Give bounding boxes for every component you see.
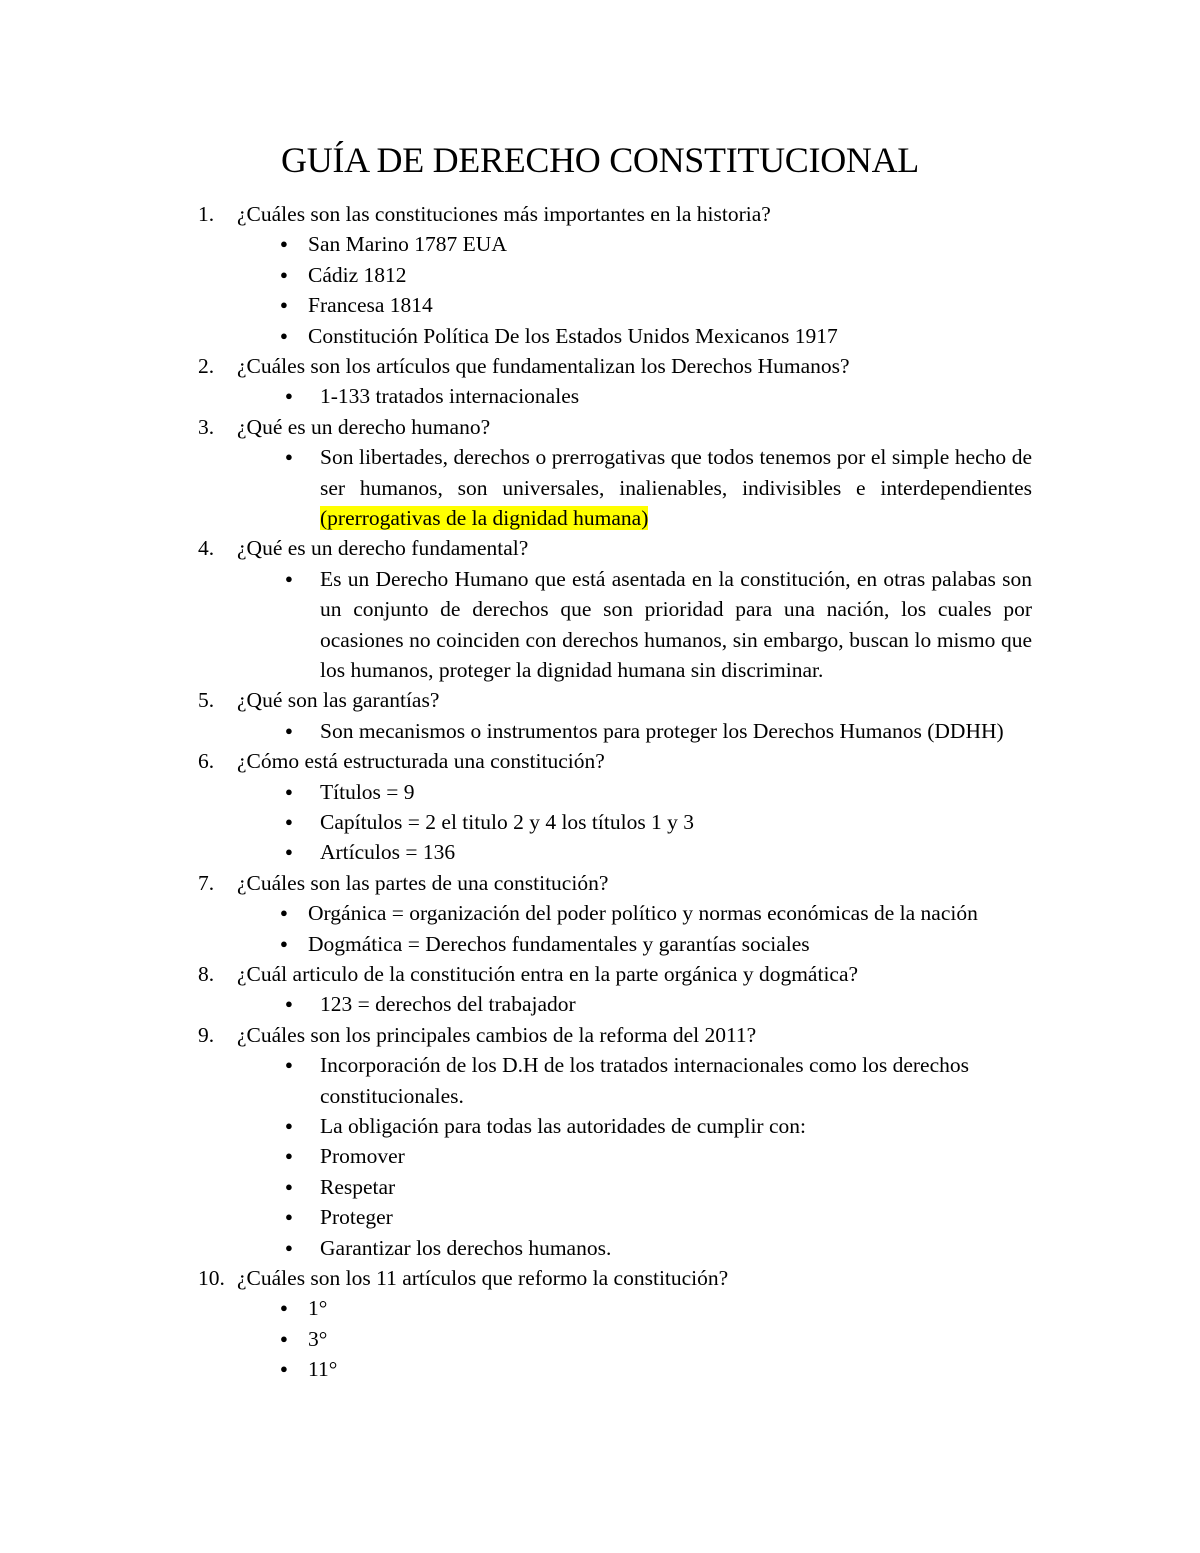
- answer-bullet: ● Artículos = 136: [0, 837, 1032, 867]
- question-item: [0, 746, 1200, 776]
- bullet-icon: ●: [280, 266, 288, 282]
- question-item: [0, 1263, 1200, 1293]
- question-text: ¿Cuáles son las partes de una constitución?: [237, 870, 609, 895]
- bullet-icon: ●: [285, 1239, 293, 1255]
- answer-bullet: ● 1°: [0, 1293, 1200, 1323]
- question-item: [0, 412, 1200, 442]
- question-number: 8.: [198, 962, 215, 987]
- bullet-icon: ●: [285, 388, 293, 404]
- bullet-icon: ●: [280, 297, 288, 313]
- bullet-icon: ●: [280, 905, 288, 921]
- bullet-icon: ●: [285, 1178, 293, 1194]
- answer-bullet: ● Es un Derecho Humano que está asentada en la constitución, en otras palabas son un conjunto de derechos que son prioridad para una nación, los cuales por ocasiones no coinciden con derechos humanos, sin embargo, buscan lo mismo que los humanos, proteger la dignidad humana sin discriminar.: [0, 564, 1032, 686]
- answer-bullet: ● Francesa 1814: [0, 290, 1200, 320]
- answer-bullet: ● San Marino 1787 EUA: [0, 229, 1200, 259]
- bullet-icon: ●: [285, 1209, 293, 1225]
- question-text: ¿Qué es un derecho humano?: [237, 414, 491, 439]
- question-item: [0, 199, 1200, 229]
- question-list: [0, 199, 1200, 1385]
- answer-bullet: ● 1-133 tratados internacionales: [0, 381, 1032, 411]
- answer-bullet: ● Constitución Política De los Estados Unidos Mexicanos 1917: [0, 321, 1200, 351]
- answer-bullet: ● La obligación para todas las autoridades de cumplir con:: [0, 1111, 1032, 1141]
- question-item: [0, 959, 1200, 989]
- question-text: ¿Qué es un derecho fundamental?: [237, 536, 529, 561]
- question-item: [0, 1020, 1200, 1050]
- question-number: 9.: [198, 1022, 215, 1047]
- answer-bullet: ● Orgánica = organización del poder político y normas económicas de la nación: [0, 898, 1200, 928]
- bullet-icon: ●: [280, 935, 288, 951]
- question-number: 7.: [198, 870, 215, 895]
- bullet-icon: ●: [285, 1148, 293, 1164]
- question-number: 5.: [198, 688, 215, 713]
- answer-bullet: ● Garantizar los derechos humanos.: [0, 1233, 1032, 1263]
- answer-bullet: ● Incorporación de los D.H de los tratados internacionales como los derechos constitucionales.: [0, 1050, 1032, 1111]
- question-number: 2.: [198, 354, 215, 379]
- answer-bullet: ● Proteger: [0, 1202, 1032, 1232]
- bullet-icon: ●: [285, 1057, 293, 1073]
- answer-bullet: ● Cádiz 1812: [0, 260, 1200, 290]
- bullet-icon: ●: [280, 236, 288, 252]
- bullet-icon: ●: [285, 783, 293, 799]
- answer-bullet: ● Capítulos = 2 el titulo 2 y 4 los títulos 1 y 3: [0, 807, 1032, 837]
- question-text: ¿Qué son las garantías?: [237, 688, 440, 713]
- question-number: 6.: [198, 749, 215, 774]
- bullet-icon: ●: [285, 996, 293, 1012]
- bullet-icon: ●: [280, 1361, 288, 1377]
- question-text: ¿Cuáles son las constituciones más importantes en la historia?: [237, 202, 771, 226]
- answer-bullet: ● 123 = derechos del trabajador: [0, 989, 1032, 1019]
- answer-bullet: ● Títulos = 9: [0, 777, 1032, 807]
- question-number: 4.: [198, 536, 215, 561]
- document-title: GUÍA DE DERECHO CONSTITUCIONAL: [281, 140, 919, 180]
- question-item: [0, 868, 1200, 898]
- answer-bullet: ● Son mecanismos o instrumentos para proteger los Derechos Humanos (DDHH): [0, 716, 1032, 746]
- question-number: 1.: [198, 202, 215, 226]
- question-text: ¿Cómo está estructurada una constitución?: [237, 749, 605, 774]
- question-item: [0, 533, 1200, 563]
- bullet-icon: ●: [280, 1300, 288, 1316]
- question-number: 10.: [198, 1266, 225, 1291]
- bullet-icon: ●: [280, 327, 288, 343]
- bullet-icon: ●: [285, 570, 293, 586]
- answer-bullet: ● Dogmática = Derechos fundamentales y garantías sociales: [0, 929, 1200, 959]
- highlighted-text: (prerrogativas de la dignidad humana): [320, 506, 649, 531]
- answer-bullet: ● Son libertades, derechos o prerrogativas que todos tenemos por el simple hecho de ser humanos, son universales, inalienables, indivisibles e interdependientes (prerrogativas de la dignidad humana): [0, 442, 1032, 533]
- question-text: ¿Cuál articulo de la constitución entra en la parte orgánica y dogmática?: [237, 962, 859, 987]
- question-number: 3.: [198, 414, 215, 439]
- bullet-icon: ●: [285, 722, 293, 738]
- question-item: [0, 685, 1200, 715]
- bullet-icon: ●: [280, 1330, 288, 1346]
- question-text: ¿Cuáles son los artículos que fundamentalizan los Derechos Humanos?: [237, 354, 850, 379]
- bullet-icon: ●: [285, 1118, 293, 1134]
- question-item: [0, 351, 1200, 381]
- question-text: ¿Cuáles son los 11 artículos que reformo la constitución?: [237, 1266, 729, 1291]
- answer-bullet: ● Respetar: [0, 1172, 1032, 1202]
- answer-bullet: ● 3°: [0, 1324, 1200, 1354]
- bullet-icon: ●: [285, 844, 293, 860]
- answer-bullet: ● 11°: [0, 1354, 1200, 1384]
- answer-bullet: ● Promover: [0, 1141, 1032, 1171]
- bullet-icon: ●: [285, 449, 293, 465]
- bullet-icon: ●: [285, 814, 293, 830]
- question-text: ¿Cuáles son los principales cambios de la reforma del 2011?: [237, 1022, 757, 1047]
